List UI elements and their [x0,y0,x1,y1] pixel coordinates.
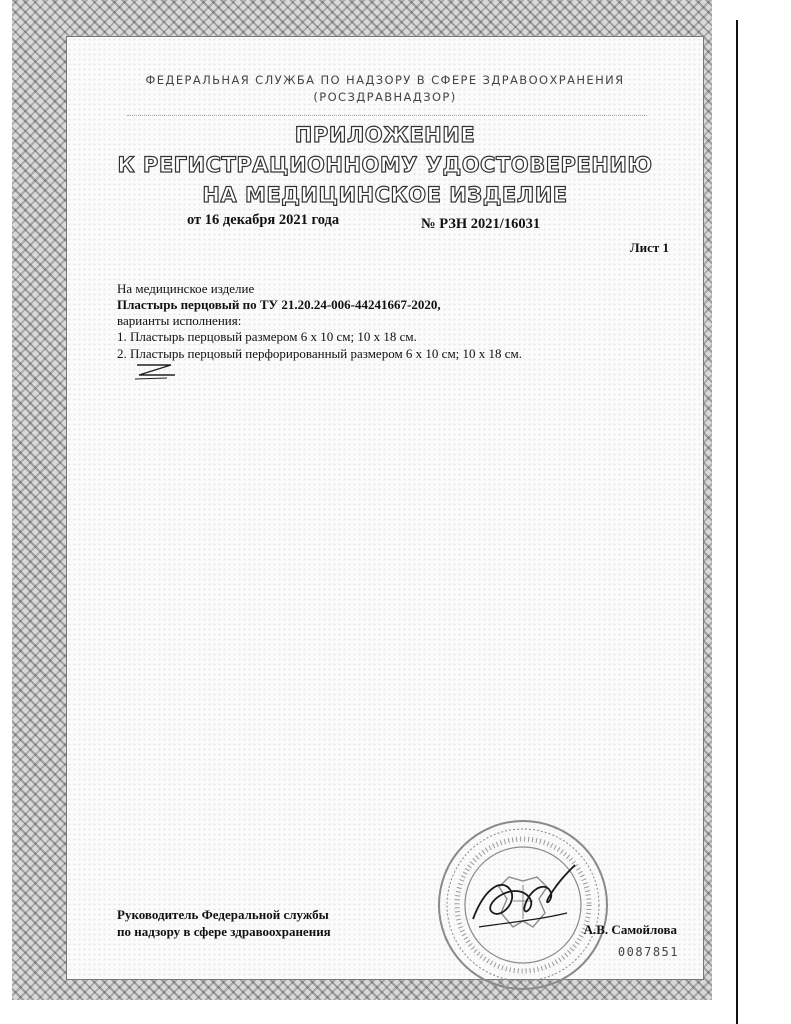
form-serial-number: 0087851 [617,945,679,959]
device-name: Пластырь перцовый по ТУ 21.20.24-006-44241667-2020, [117,297,441,312]
sheet-number: Лист 1 [629,240,669,255]
variants-heading: варианты исполнения: [117,313,242,328]
signer-name: А.В. Самойлова [583,922,677,937]
signer-position-line-1: Руководитель Федеральной службы [117,907,329,922]
agency-name: ФЕДЕРАЛЬНАЯ СЛУЖБА ПО НАДЗОРУ В СФЕРЕ ЗДРАВООХРАНЕНИЯ [145,73,625,87]
header-divider [127,115,647,116]
variant-item-2: 2. Пластырь перцовый перфорированный размером 6 х 10 см; 10 х 18 см. [117,346,523,361]
document-title-line-2: К РЕГИСТРАЦИОННОМУ УДОСТОВЕРЕНИЮ [117,153,653,177]
variant-item-1: 1. Пластырь перцовый размером 6 х 10 см; 10 х 18 см. [117,329,417,344]
document-title-line-3: НА МЕДИЦИНСКОЕ ИЗДЕЛИЕ [202,183,568,207]
signer-position-line-2: по надзору в сфере здравоохранения [117,924,331,939]
issue-date: от 16 декабря 2021 года [187,212,340,228]
scan-edge-line [736,20,738,1024]
document-title-line-1: ПРИЛОЖЕНИЕ [294,123,476,147]
document-page [66,36,704,980]
z-mark-icon [131,361,179,383]
handwritten-signature-icon [463,857,583,937]
guilloche-border [12,0,712,1000]
agency-abbreviation: (РОСЗДРАВНАДЗОР) [313,90,457,104]
registration-number: № РЗН 2021/16031 [421,216,541,232]
device-intro: На медицинское изделие [117,281,255,296]
